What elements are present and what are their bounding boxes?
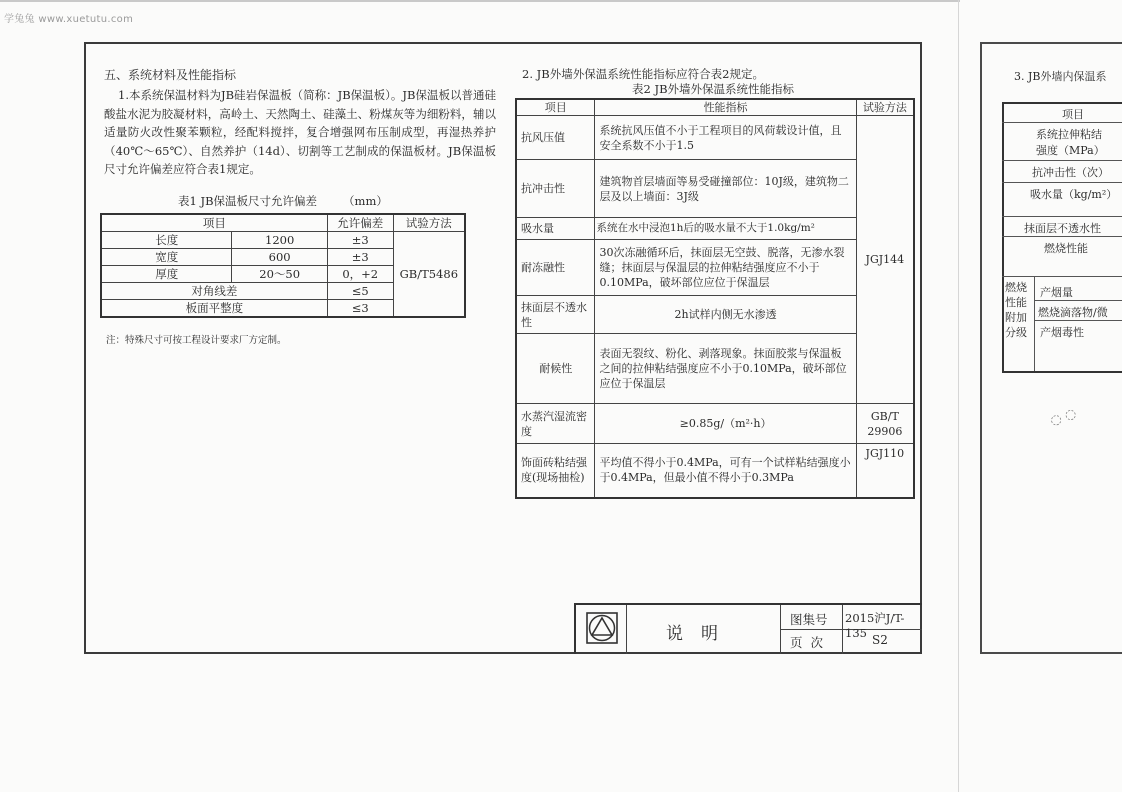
table-row [516, 296, 914, 334]
adjacent-table-top [1002, 102, 1122, 104]
adjacent-rule [1002, 160, 1122, 161]
table2-spec: 系统抗风压值不小于工程项目的风荷载设计值，且安全系数不小于1.5 [595, 116, 856, 160]
table-row [516, 334, 914, 404]
adjacent-rule [1034, 276, 1035, 372]
table1-header-item: 项目 [101, 214, 327, 232]
table-row [516, 444, 914, 498]
adjacent-rule [1034, 320, 1122, 321]
side-label-line: 附加 [1005, 311, 1027, 324]
table2-method: JGJ110 [856, 444, 914, 498]
table2-spec: 表面无裂纹、粉化、剥落现象。抹面胶浆与保温板之间的拉伸粘结强度应不小于0.10MPa，破坏部位应位于保温层 [595, 334, 856, 404]
table-row [516, 218, 914, 240]
table2-item: 抗风压值 [516, 116, 595, 160]
atlas-number: 2015沪J/T-135 [845, 611, 905, 640]
table2-item: 耐冻融性 [516, 240, 595, 296]
table1-tolerance: ±3 [327, 232, 393, 249]
section-heading: 五、系统材料及性能指标 [104, 68, 237, 82]
atlas-label: 图集号 [790, 612, 828, 627]
adjacent-item: 燃烧性能 [1044, 242, 1088, 255]
adjacent-sub-item: 产烟毒性 [1040, 326, 1084, 339]
adjacent-rule [1002, 276, 1122, 277]
table2-spec: 2h试样内侧无水渗透 [595, 296, 856, 334]
side-label-line: 性能 [1005, 296, 1027, 309]
table1-header-tolerance: 允许偏差 [327, 214, 393, 232]
table1-tolerance: 0，+2 [327, 266, 393, 283]
table-row [516, 240, 914, 296]
adjacent-item: 抗冲击性（次） [1032, 166, 1109, 179]
adjacent-page [980, 42, 1122, 654]
table1-value: 600 [232, 249, 327, 266]
triangle-logo-icon [586, 612, 618, 644]
table2-spec: 平均值不得小于0.4MPa，可有一个试样粘结强度小于0.4MPa，但最小值不得小于0.3MPa [595, 444, 856, 498]
table1-tolerance: ±3 [327, 249, 393, 266]
table2-method: GB/T 29906 [856, 404, 914, 444]
table1-item: 长度 [101, 232, 232, 249]
table1-method: GB/T5486 [393, 232, 465, 318]
stamp-mark: ◌ ◌ [1048, 405, 1079, 430]
adjacent-rule [1002, 236, 1122, 237]
section-paragraph: 1.本系统保温材料为JB硅岩保温板（简称：JB保温板）。JB保温板以普通硅酸盐水泥为胶凝材料，高岭土、天然陶土、硅藻土、粉煤灰等为细粉料，辅以适量防火改性聚苯颗粒，经配料搅拌，复合增强网布压制成型，再湿热养护（40℃～65℃）、自然养护（14d）、切割等工艺制成的保温板材。JB保温板尺寸允许偏差应符合表1规定。 [104, 88, 496, 176]
table2-item: 抹面层不透水性 [516, 296, 595, 334]
table1-item: 宽度 [101, 249, 232, 266]
scan-edge [0, 0, 960, 2]
side-label-line: 分级 [1005, 326, 1027, 339]
table2-header-method: 试验方法 [856, 99, 914, 116]
table2-spec: ≥0.85g/（m²·h） [595, 404, 856, 444]
table-row [516, 160, 914, 218]
table2-header-item: 项目 [516, 99, 595, 116]
table1-header-method: 试验方法 [393, 214, 465, 232]
adjacent-side-label [1005, 280, 1027, 340]
adjacent-header: 项目 [1062, 108, 1084, 121]
table1-value: 20～50 [232, 266, 327, 283]
table1-note: 注：特殊尺寸可按工程设计要求厂方定制。 [106, 335, 287, 346]
page-label: 页次 [790, 635, 832, 650]
table2-spec: 30次冻融循环后，抹面层无空鼓、脱落，无渗水裂缝；抹面层与保温层的拉伸粘结强度应不小于0.10MPa，破坏部位应位于保温层 [595, 240, 856, 296]
table2-shared-method: JGJ144 [856, 116, 914, 404]
adjacent-item: 吸水量（kg/m²） [1030, 188, 1118, 201]
adjacent-rule [1002, 122, 1122, 123]
table1-unit: （mm） [343, 194, 388, 208]
title-block-title: 说明 [666, 624, 736, 644]
side-label-line: 燃烧 [1005, 281, 1027, 294]
table1-item: 板面平整度 [101, 300, 327, 318]
table1-tolerance: ≤3 [327, 300, 393, 318]
table2-caption: 表2 JB外墙外保温系统性能指标 [632, 82, 795, 96]
table2-spec: 系统在水中浸泡1h后的吸水量不大于1.0kg/m² [595, 218, 856, 240]
adjacent-table-left [1002, 102, 1004, 372]
adjacent-item: 抹面层不透水性 [1024, 222, 1101, 235]
adjacent-rule [1002, 216, 1122, 217]
adjacent-sub-item: 燃烧滴落物/微 [1038, 306, 1108, 319]
watermark: 学兔兔 www.xuetutu.com [4, 14, 134, 25]
page-number: S2 [872, 633, 888, 647]
table2-item: 抗冲击性 [516, 160, 595, 218]
section2-text: 2. JB外墙外保温系统性能指标应符合表2规定。 [522, 67, 765, 81]
table1-header-row [101, 214, 465, 232]
table2-item: 耐候性 [516, 334, 595, 404]
adjacent-item: 系统拉伸粘结 [1036, 128, 1102, 141]
table-row [101, 232, 465, 249]
adjacent-item: 强度（MPa） [1036, 144, 1105, 157]
table2-item: 水蒸汽湿流密度 [516, 404, 595, 444]
table1-caption [178, 193, 388, 209]
adjacent-heading: 3. JB外墙内保温系 [1014, 70, 1107, 83]
table2 [515, 98, 915, 499]
table2-item: 饰面砖粘结强度(现场抽检) [516, 444, 595, 498]
table1-item: 厚度 [101, 266, 232, 283]
table2-spec: 建筑物首层墙面等易受碰撞部位：10J级，建筑物二层及以上墙面：3J级 [595, 160, 856, 218]
adjacent-sub-item: 产烟量 [1040, 286, 1073, 299]
page-fold [958, 0, 959, 792]
tb-divider [626, 605, 627, 654]
title-block [574, 603, 922, 654]
adjacent-rule [1034, 300, 1122, 301]
table1-tolerance: ≤5 [327, 283, 393, 300]
table2-header-spec: 性能指标 [595, 99, 856, 116]
table2-header-row [516, 99, 914, 116]
adjacent-table-bottom [1002, 371, 1122, 373]
table1-title: 表1 JB保温板尺寸允许偏差 [178, 194, 318, 208]
table1-value: 1200 [232, 232, 327, 249]
table2-item: 吸水量 [516, 218, 595, 240]
table-row [516, 404, 914, 444]
adjacent-rule [1002, 182, 1122, 183]
table1-item: 对角线差 [101, 283, 327, 300]
table-row [516, 116, 914, 160]
table1 [100, 213, 466, 318]
